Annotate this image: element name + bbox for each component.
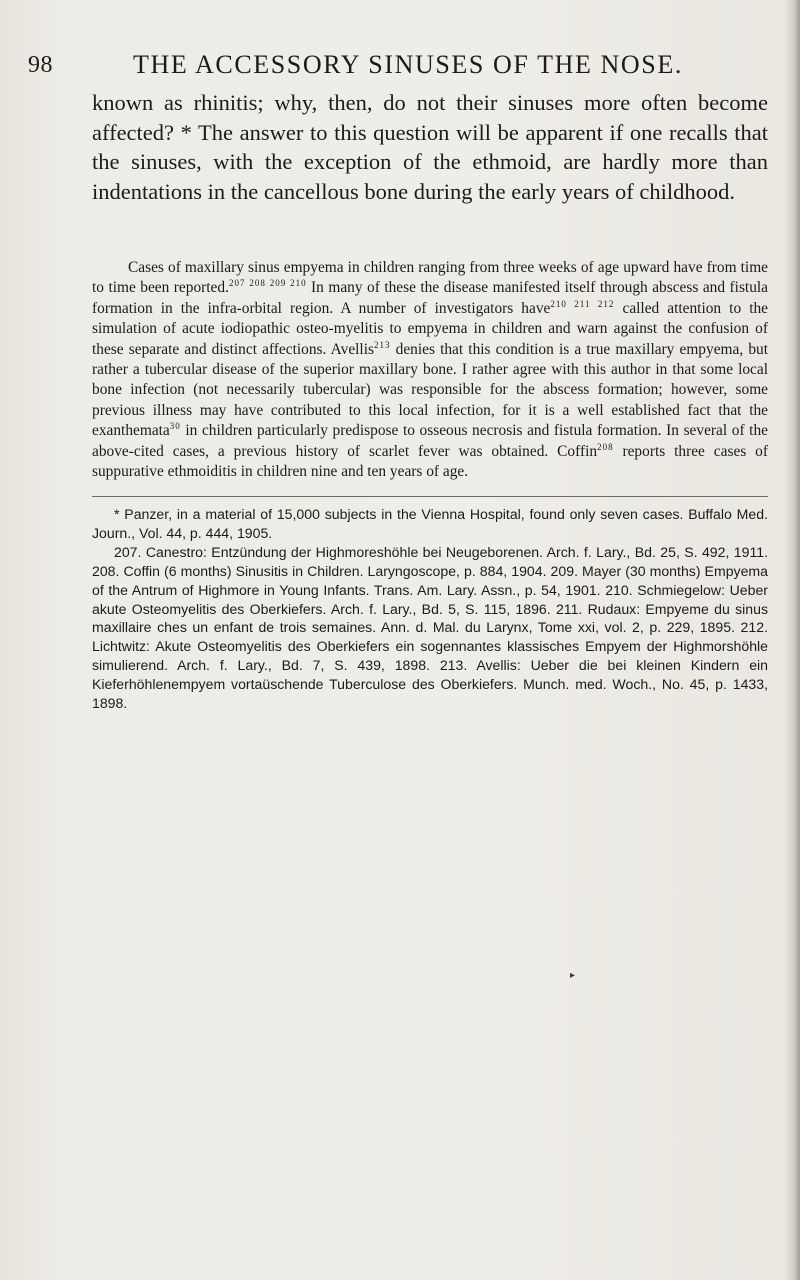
citation-superscript: 208 [597,441,614,452]
body-paragraph-small [92,258,768,482]
running-head: THE ACCESSORY SINUSES OF THE NOSE. [133,50,683,79]
footnote-divider [92,496,768,497]
citation-superscript: 30 [169,421,181,432]
body-text-segment: called attention to the simulation of acute iodiopathic osteo-myelitis to empyema in children and warn against the confusion of these separate and distinct affections. Avellis [92,299,768,358]
stray-mark: ▸ [570,970,576,981]
citation-superscript: 207 208 209 210 [228,278,307,289]
body-text-segment: reports three cases of suppurative ethmoiditis in children nine and ten years of age. [92,442,768,481]
page-number: 98 [28,52,53,78]
citation-superscript: 213 [373,339,391,350]
footnotes [92,505,768,713]
citation-superscript: 210 211 212 [550,298,615,309]
body-text-segment: Cases of maxillary sinus empyema in children ranging from three weeks of age upward have from time to time been reported. [92,259,768,297]
page-header [28,50,770,90]
body-text-segment: denies that this condition is a true maxillary empyema, but rather a tubercular disease of the superior maxillary bone. I rather agree with this author in that some local bone infection (not necessarily tubercular) was responsible for the abscess formation; however, some previous illness may have contributed to this local infection, for it is a well established fact that the exanthemata [92,340,768,440]
body-text-segment: in children particularly predispose to osseous necrosis and fistula formation. In several of the above-cited cases, a previous history of scarlet fever was obtained. Coffin [92,422,768,460]
footnote-references: 207. Canestro: Entzündung der Highmoreshöhle bei Neugeborenen. Arch. f. Lary., Bd. 25, S. 492, 1911. 208. Coffin (6 months) Sinusitis in Children. Laryngoscope, p. 884, 1904. 209. Mayer (30 months) Empyema of the Antrum of Highmore in Young Infants. Trans. Am. Lary. Assn., p. 54, 1901. 210. Schmiegelow: Ueber akute Osteomyelitis des Oberkiefers. Arch. f. Lary., Bd. 5, S. 115, 1896. 211. Rudaux: Empyeme du sinus maxillaire ches un enfant de trois semaines. Ann. d. Mal. du Larynx, Tome xxi, vol. 2, p. 229, 1895. 212. Lichtwitz: Akute Osteomyelitis des Oberkiefers ein sogennantes klassisches Empyem der Highmorshöhle simulierend. Arch. f. Lary., Bd. 7, S. 439, 1898. 213. Avellis: Ueber die bei kleinen Kindern ein Kieferhöhlenempyem vortaüschende Tuberculose des Oberkiefers. Munch. med. Woch., No. 45, p. 1433, 1898. [92,543,768,712]
body-text-segment: In many of these the disease manifested itself through abscess and fistula formation in the infra-orbital region. A number of investigators have [92,279,769,317]
footnote-star: * Panzer, in a material of 15,000 subjects in the Vienna Hospital, found only seven cases. Buffalo Med. Journ., Vol. 44, p. 444, 1905. [92,506,768,541]
body-paragraph-large: known as rhinitis; why, then, do not their sinuses more often become affected? * The answer to this question will be apparent if one recalls that the sinuses, with the exception of the ethmoid, are hardly more than indentations in the cancellous bone during the early years of childhood. [92,90,768,204]
page-edge-shadow [784,0,800,1280]
